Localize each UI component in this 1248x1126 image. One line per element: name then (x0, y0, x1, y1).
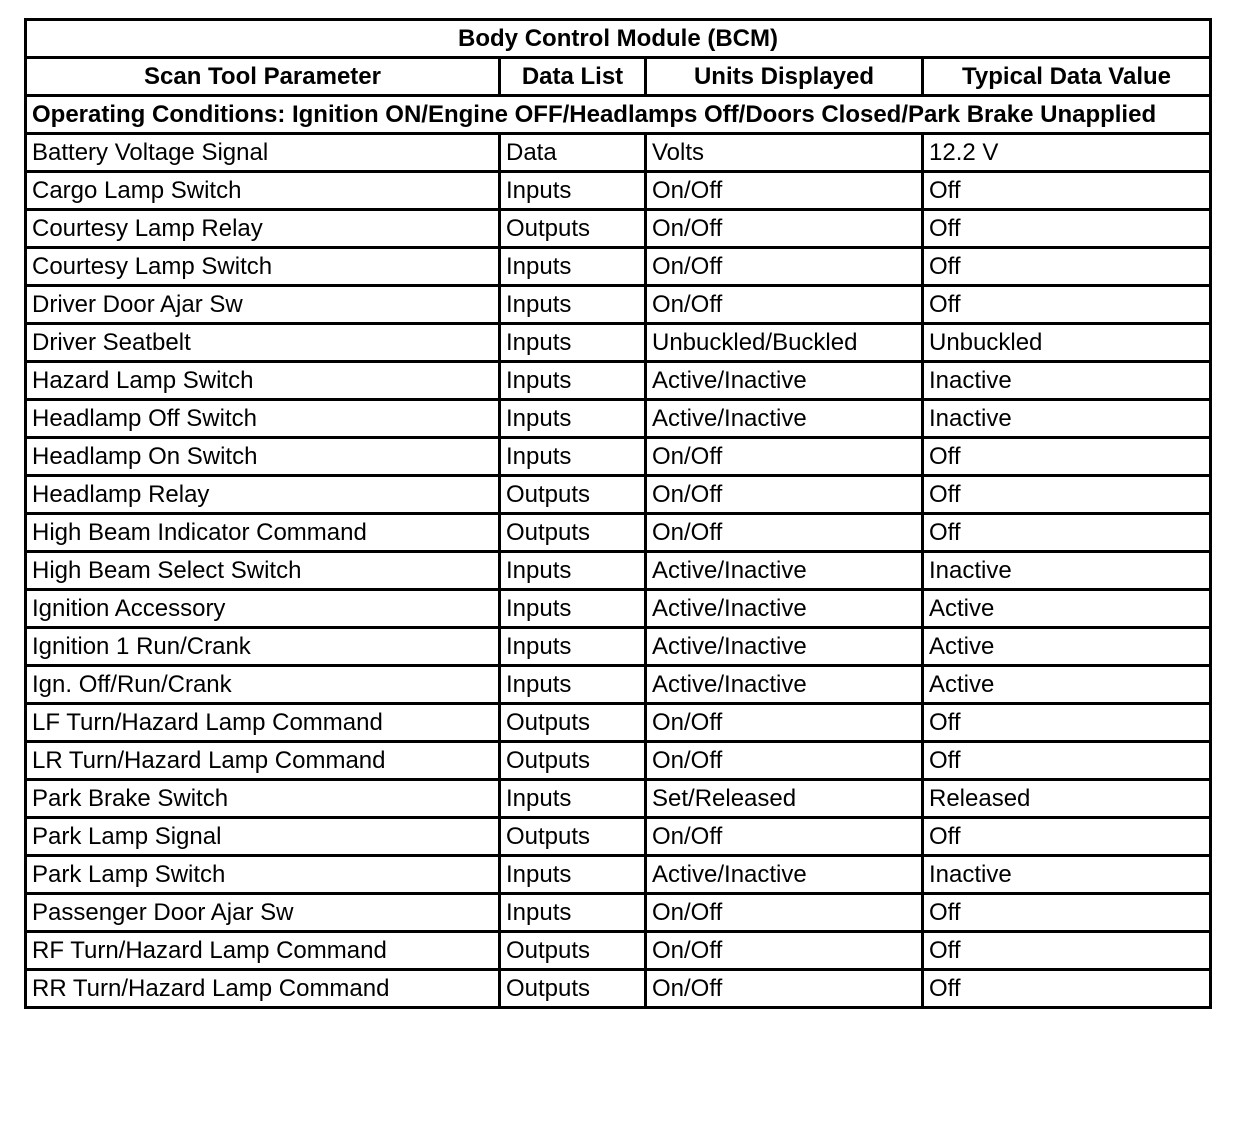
cell-data-list: Outputs (500, 970, 646, 1008)
cell-units: On/Off (646, 818, 923, 856)
cell-typical-value: Active (923, 628, 1211, 666)
table-row (26, 932, 1211, 970)
cell-parameter: Ignition Accessory (26, 590, 500, 628)
table-row (26, 172, 1211, 210)
cell-units: On/Off (646, 894, 923, 932)
cell-typical-value: Released (923, 780, 1211, 818)
cell-typical-value: Inactive (923, 400, 1211, 438)
cell-units: On/Off (646, 286, 923, 324)
table-row (26, 590, 1211, 628)
cell-typical-value: Off (923, 970, 1211, 1008)
cell-typical-value: Off (923, 248, 1211, 286)
cell-parameter: Park Lamp Signal (26, 818, 500, 856)
cell-units: On/Off (646, 210, 923, 248)
table-row (26, 856, 1211, 894)
cell-units: Active/Inactive (646, 552, 923, 590)
table-row (26, 476, 1211, 514)
table-header-row (26, 58, 1211, 96)
cell-units: Set/Released (646, 780, 923, 818)
table-row (26, 780, 1211, 818)
cell-typical-value: Off (923, 742, 1211, 780)
cell-parameter: High Beam Select Switch (26, 552, 500, 590)
cell-units: On/Off (646, 438, 923, 476)
cell-parameter: Ignition 1 Run/Crank (26, 628, 500, 666)
cell-parameter: Ign. Off/Run/Crank (26, 666, 500, 704)
cell-data-list: Outputs (500, 932, 646, 970)
cell-typical-value: Off (923, 818, 1211, 856)
cell-data-list: Inputs (500, 590, 646, 628)
table-row (26, 210, 1211, 248)
cell-typical-value: Inactive (923, 362, 1211, 400)
cell-parameter: RR Turn/Hazard Lamp Command (26, 970, 500, 1008)
cell-units: On/Off (646, 476, 923, 514)
cell-units: On/Off (646, 514, 923, 552)
cell-units: On/Off (646, 704, 923, 742)
cell-parameter: Courtesy Lamp Relay (26, 210, 500, 248)
cell-data-list: Outputs (500, 742, 646, 780)
cell-typical-value: Active (923, 590, 1211, 628)
table-row (26, 324, 1211, 362)
cell-data-list: Inputs (500, 894, 646, 932)
cell-typical-value: Inactive (923, 856, 1211, 894)
cell-units: Active/Inactive (646, 856, 923, 894)
cell-typical-value: Inactive (923, 552, 1211, 590)
cell-data-list: Inputs (500, 248, 646, 286)
cell-parameter: Cargo Lamp Switch (26, 172, 500, 210)
table-title-row (26, 20, 1211, 58)
cell-data-list: Inputs (500, 400, 646, 438)
cell-data-list: Inputs (500, 856, 646, 894)
cell-typical-value: Off (923, 932, 1211, 970)
cell-typical-value: Active (923, 666, 1211, 704)
cell-units: On/Off (646, 742, 923, 780)
column-header-units: Units Displayed (646, 58, 923, 96)
cell-typical-value: Off (923, 514, 1211, 552)
cell-parameter: LR Turn/Hazard Lamp Command (26, 742, 500, 780)
cell-typical-value: Off (923, 476, 1211, 514)
cell-data-list: Inputs (500, 172, 646, 210)
cell-data-list: Outputs (500, 818, 646, 856)
cell-units: Active/Inactive (646, 400, 923, 438)
table-row (26, 552, 1211, 590)
table-row (26, 666, 1211, 704)
cell-units: Active/Inactive (646, 362, 923, 400)
cell-data-list: Inputs (500, 362, 646, 400)
table-row (26, 970, 1211, 1008)
cell-typical-value: Off (923, 172, 1211, 210)
table-row (26, 400, 1211, 438)
cell-units: Unbuckled/Buckled (646, 324, 923, 362)
table-row (26, 286, 1211, 324)
cell-parameter: Headlamp Relay (26, 476, 500, 514)
cell-typical-value: 12.2 V (923, 134, 1211, 172)
cell-units: On/Off (646, 248, 923, 286)
cell-data-list: Inputs (500, 552, 646, 590)
table-body (26, 134, 1211, 1008)
cell-units: On/Off (646, 932, 923, 970)
cell-parameter: Headlamp Off Switch (26, 400, 500, 438)
table-row (26, 818, 1211, 856)
cell-parameter: Driver Door Ajar Sw (26, 286, 500, 324)
cell-parameter: RF Turn/Hazard Lamp Command (26, 932, 500, 970)
cell-units: Active/Inactive (646, 590, 923, 628)
cell-data-list: Inputs (500, 286, 646, 324)
table-row (26, 628, 1211, 666)
table-row (26, 704, 1211, 742)
cell-parameter: High Beam Indicator Command (26, 514, 500, 552)
cell-parameter: Battery Voltage Signal (26, 134, 500, 172)
cell-parameter: Courtesy Lamp Switch (26, 248, 500, 286)
cell-units: Active/Inactive (646, 666, 923, 704)
cell-parameter: Park Brake Switch (26, 780, 500, 818)
cell-typical-value: Off (923, 438, 1211, 476)
cell-data-list: Inputs (500, 324, 646, 362)
cell-typical-value: Off (923, 286, 1211, 324)
column-header-parameter: Scan Tool Parameter (26, 58, 500, 96)
cell-parameter: Driver Seatbelt (26, 324, 500, 362)
table-title: Body Control Module (BCM) (26, 20, 1211, 58)
cell-units: On/Off (646, 172, 923, 210)
cell-units: Active/Inactive (646, 628, 923, 666)
cell-units: On/Off (646, 970, 923, 1008)
cell-parameter: LF Turn/Hazard Lamp Command (26, 704, 500, 742)
table-row (26, 362, 1211, 400)
operating-conditions: Operating Conditions: Ignition ON/Engine OFF/Headlamps Off/Doors Closed/Park Brake Unapplied (26, 96, 1211, 134)
cell-typical-value: Off (923, 210, 1211, 248)
cell-data-list: Inputs (500, 628, 646, 666)
cell-data-list: Inputs (500, 780, 646, 818)
operating-conditions-row (26, 96, 1211, 134)
table-row (26, 248, 1211, 286)
cell-parameter: Park Lamp Switch (26, 856, 500, 894)
cell-data-list: Outputs (500, 514, 646, 552)
column-header-typical-value: Typical Data Value (923, 58, 1211, 96)
cell-typical-value: Unbuckled (923, 324, 1211, 362)
table-row (26, 894, 1211, 932)
cell-data-list: Outputs (500, 476, 646, 514)
cell-data-list: Inputs (500, 438, 646, 476)
cell-parameter: Hazard Lamp Switch (26, 362, 500, 400)
cell-parameter: Passenger Door Ajar Sw (26, 894, 500, 932)
cell-parameter: Headlamp On Switch (26, 438, 500, 476)
table-row (26, 742, 1211, 780)
column-header-data-list: Data List (500, 58, 646, 96)
table-row (26, 438, 1211, 476)
cell-data-list: Outputs (500, 704, 646, 742)
cell-typical-value: Off (923, 704, 1211, 742)
table-row (26, 514, 1211, 552)
cell-data-list: Inputs (500, 666, 646, 704)
table-row (26, 134, 1211, 172)
cell-data-list: Data (500, 134, 646, 172)
cell-data-list: Outputs (500, 210, 646, 248)
cell-typical-value: Off (923, 894, 1211, 932)
bcm-data-table (24, 18, 1212, 1009)
cell-units: Volts (646, 134, 923, 172)
